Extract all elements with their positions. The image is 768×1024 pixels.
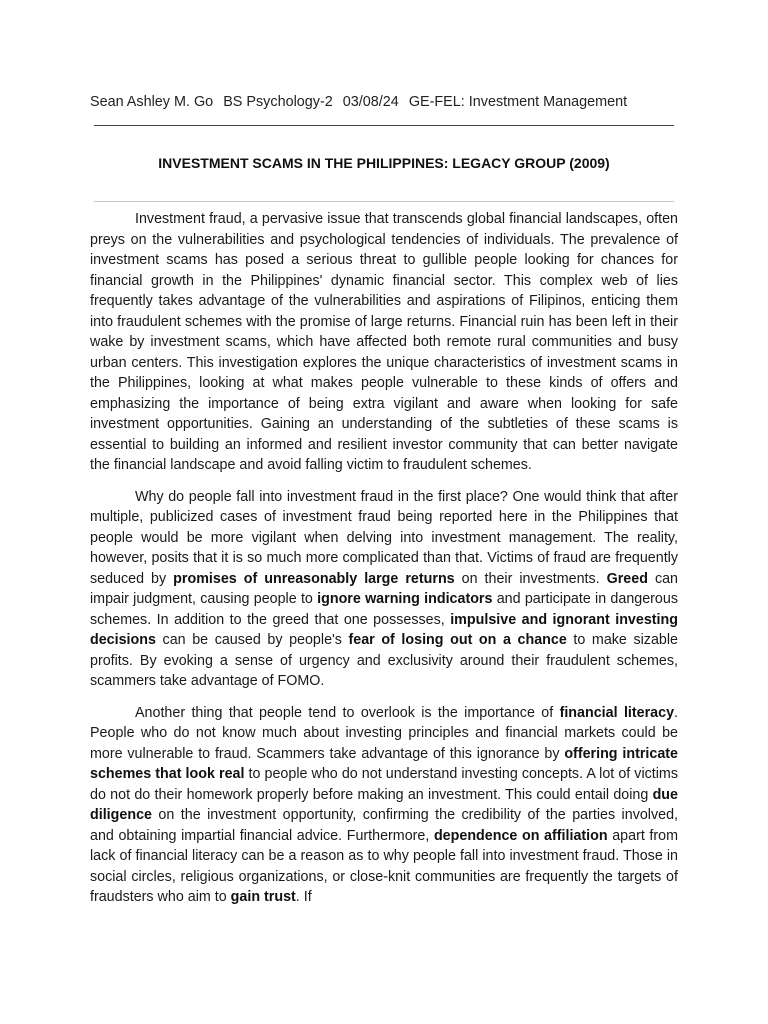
bold-phrase: ignore warning indicators xyxy=(317,591,493,607)
document-body xyxy=(90,209,678,919)
bold-phrase: due diligence xyxy=(90,786,678,823)
text-run: . People who do not know much about investing principles and financial markets could be more vulnerable to fraud. Scammers take advantage of this ignorance by xyxy=(90,704,679,762)
text-run: Why do people fall into investment fraud in the first place? One would think that after multiple, publicized cases of investment fraud being reported here in the Philippines that people would be more vigilant when delving into investment management. The reality, however, posits that it is so much more complicated than that. Victims of fraud are frequently seduced by xyxy=(90,488,678,587)
text-run: can be caused by people's xyxy=(155,632,349,648)
text-run: on the investment opportunity, confirming the credibility of the parties involved, and obtaining impartial financial advice. Furthermore, xyxy=(90,807,678,844)
text-run: apart from lack of financial literacy can be a reason as to why people fall into investment fraud. Those in social circles, religious organizations, or close-knit communities are frequently the targets of fraudsters who aim to xyxy=(90,827,679,905)
document-date: 03/08/24 xyxy=(342,94,399,110)
course-name: GE-FEL: Investment Management xyxy=(408,94,628,110)
document-header xyxy=(90,92,680,112)
body-paragraph xyxy=(90,703,678,908)
bold-phrase: promises of unreasonably large returns xyxy=(173,570,455,587)
program-name: BS Psychology-2 xyxy=(223,94,333,110)
bold-phrase: Greed xyxy=(606,570,648,587)
bold-phrase: financial literacy xyxy=(559,704,675,721)
bold-phrase: dependence on affiliation xyxy=(433,827,608,844)
bold-phrase: offering intricate schemes that look real xyxy=(90,745,678,782)
author-name: Sean Ashley M. Go xyxy=(90,94,214,110)
bold-phrase: impulsive and ignorant investing decisions xyxy=(90,611,678,648)
text-run: . If xyxy=(295,889,312,905)
text-run: to people who do not understand investing concepts. A lot of victims do not do their homework properly before making an investment. This could entail doing xyxy=(90,766,678,803)
text-run: Another thing that people tend to overlook is the importance of xyxy=(135,704,560,721)
document-title: INVESTMENT SCAMS IN THE PHILIPPINES: LEGACY GROUP (2009) xyxy=(158,155,610,171)
text-run: to make sizable profits. By evoking a sense of urgency and exclusivity around their fraudulent schemes, scammers take advantage of FOMO. xyxy=(90,632,678,689)
body-paragraph xyxy=(90,487,678,692)
text-run: on their investments. xyxy=(454,570,607,587)
text-run: Investment fraud, a pervasive issue that transcends global financial landscapes, often preys on the vulnerabilities and psychological tendencies of individuals. The prevalence of investment scams has posed a serious threat to gullible people looking for chances for financial growth in the Philippines' dynamic financial sector. This complex web of lies frequently takes advantage of the vulnerabilities and aspirations of Filipinos, enticing them into fraudulent schemes with the promise of large returns. Financial ruin has been left in their wake by investment scams, which have affected both remote rural communities and busy urban centers. This investigation explores the unique characteristics of investment scams in the Philippines, looking at what makes people vulnerable to these kinds of offers and emphasizing the importance of being extra vigilant and aware when looking for safe investment opportunities. Gaining an understanding of the subtleties of these scams is essential to building an informed and resilient investor community that can better navigate the financial landscape and avoid falling victim to fraudulent schemes. xyxy=(90,211,678,473)
text-run: and participate in dangerous schemes. In addition to the greed that one possesses, xyxy=(90,591,678,628)
bold-phrase: gain trust xyxy=(230,889,296,905)
text-run: can impair judgment, causing people to xyxy=(90,570,679,607)
header-divider xyxy=(94,125,674,126)
title-divider xyxy=(94,201,674,202)
body-paragraph xyxy=(90,209,678,476)
bold-phrase: fear of losing out on a chance xyxy=(348,632,567,648)
